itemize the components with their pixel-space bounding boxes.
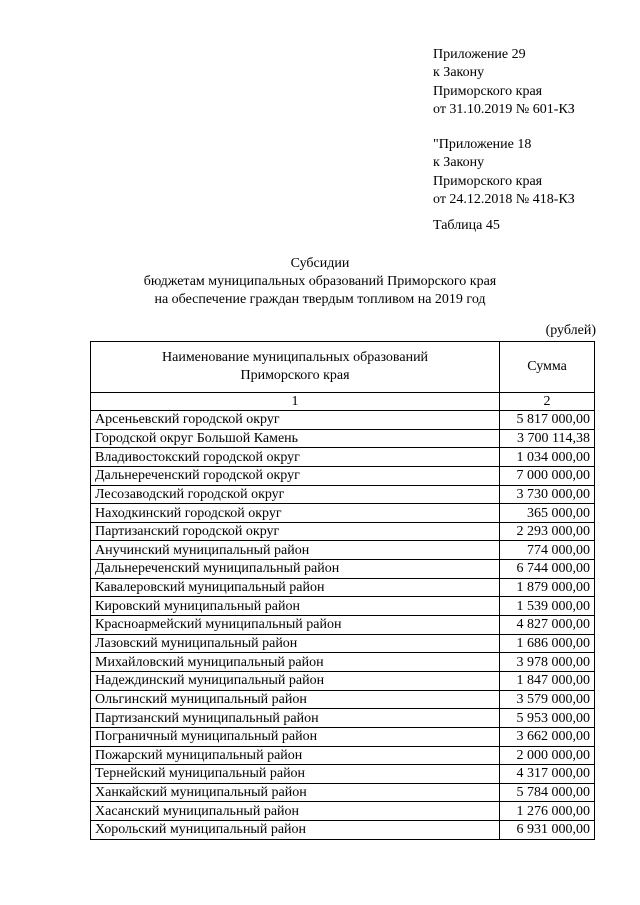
subsidy-amount: 6 931 000,00: [500, 821, 595, 840]
title-line-3: на обеспечение граждан твердым топливом на 2019 год: [154, 292, 486, 307]
table-body: [91, 411, 595, 840]
annex-current-line-4: от 31.10.2019 № 601-КЗ: [433, 102, 575, 118]
table-row: [91, 690, 595, 709]
table-row: [91, 597, 595, 616]
table-row: [91, 727, 595, 746]
subsidy-amount: 3 978 000,00: [500, 653, 595, 672]
table-row: [91, 541, 595, 560]
municipality-name: Анучинский муниципальный район: [91, 541, 500, 560]
subsidies-table: [90, 341, 595, 840]
annex-current-line-2: к Закону: [433, 65, 485, 81]
title-line-2: бюджетам муниципальных образований Приморского края: [143, 274, 497, 289]
title-line-1: Субсидии: [290, 256, 350, 271]
municipality-name: Находкинский городской округ: [91, 504, 500, 523]
units-label: (рублей): [545, 323, 596, 338]
header-amount-cell: Сумма: [500, 342, 595, 393]
table-row: [91, 765, 595, 784]
annex-previous-line-1: "Приложение 18: [433, 137, 532, 152]
municipality-name: Красноармейский муниципальный район: [91, 616, 500, 635]
subsidy-amount: 365 000,00: [500, 504, 595, 523]
subsidy-amount: 2 293 000,00: [500, 522, 595, 541]
subsidy-amount: 5 953 000,00: [500, 709, 595, 728]
subsidy-amount: 6 744 000,00: [500, 560, 595, 579]
table-row: [91, 821, 595, 840]
column-number-1: 1: [91, 393, 500, 411]
municipality-name: Лазовский муниципальный район: [91, 634, 500, 653]
subsidy-amount: 5 784 000,00: [500, 783, 595, 802]
table-number: Таблица 45: [433, 218, 500, 233]
annex-previous-reference: [433, 136, 575, 210]
annex-current-line-3: Приморского края: [433, 83, 543, 99]
municipality-name: Тернейский муниципальный район: [91, 765, 500, 784]
subsidy-amount: 5 817 000,00: [500, 411, 595, 430]
table-row: [91, 560, 595, 579]
subsidy-amount: 774 000,00: [500, 541, 595, 560]
table-row: [91, 429, 595, 448]
subsidy-amount: 1 847 000,00: [500, 671, 595, 690]
annex-current-line-1: Приложение 29: [433, 47, 526, 62]
subsidy-amount: 4 317 000,00: [500, 765, 595, 784]
annex-previous-line-2: к Закону: [433, 155, 485, 171]
annex-previous-line-3: Приморского края: [433, 173, 543, 189]
subsidy-amount: 1 879 000,00: [500, 578, 595, 597]
subsidy-amount: 1 276 000,00: [500, 802, 595, 821]
table-row: [91, 746, 595, 765]
table-row: [91, 709, 595, 728]
table-row: [91, 634, 595, 653]
municipality-name: Хорольский муниципальный район: [91, 821, 500, 840]
municipality-name: Хасанский муниципальный район: [91, 802, 500, 821]
municipality-name: Пограничный муниципальный район: [91, 727, 500, 746]
municipality-name: Кировский муниципальный район: [91, 597, 500, 616]
table-row: [91, 485, 595, 504]
subsidy-amount: 4 827 000,00: [500, 616, 595, 635]
subsidy-amount: 1 686 000,00: [500, 634, 595, 653]
table-row: [91, 653, 595, 672]
table-row: [91, 411, 595, 430]
municipality-name: Надеждинский муниципальный район: [91, 671, 500, 690]
subsidy-amount: 3 579 000,00: [500, 690, 595, 709]
municipality-name: Кавалеровский муниципальный район: [91, 578, 500, 597]
document-title: [0, 255, 640, 309]
subsidy-amount: 1 034 000,00: [500, 448, 595, 467]
header-name-cell: [91, 342, 500, 393]
table-row: [91, 616, 595, 635]
municipality-name: Владивостокский городской округ: [91, 448, 500, 467]
municipality-name: Городской округ Большой Камень: [91, 429, 500, 448]
column-number-2: 2: [500, 393, 595, 411]
table-row: [91, 783, 595, 802]
table-row: [91, 522, 595, 541]
subsidy-amount: 3 662 000,00: [500, 727, 595, 746]
municipality-name: Партизанский городской округ: [91, 522, 500, 541]
annex-current-reference: [433, 46, 575, 120]
table-row: [91, 466, 595, 485]
table-row: [91, 578, 595, 597]
header-name-line-2: Приморского края: [240, 368, 350, 383]
subsidy-amount: 1 539 000,00: [500, 597, 595, 616]
subsidy-amount: 3 730 000,00: [500, 485, 595, 504]
table-row: [91, 448, 595, 467]
municipality-name: Ольгинский муниципальный район: [91, 690, 500, 709]
column-number-row: [91, 393, 595, 411]
annex-previous-line-4: от 24.12.2018 № 418-КЗ: [433, 192, 575, 208]
subsidy-amount: 3 700 114,38: [500, 429, 595, 448]
table-header-row: [91, 342, 595, 393]
header-name-line-1: Наименование муниципальных образований: [162, 350, 429, 365]
municipality-name: Михайловский муниципальный район: [91, 653, 500, 672]
municipality-name: Дальнереченский муниципальный район: [91, 560, 500, 579]
municipality-name: Партизанский муниципальный район: [91, 709, 500, 728]
table-row: [91, 504, 595, 523]
subsidy-amount: 7 000 000,00: [500, 466, 595, 485]
subsidy-amount: 2 000 000,00: [500, 746, 595, 765]
municipality-name: Дальнереченский городской округ: [91, 466, 500, 485]
table-row: [91, 802, 595, 821]
municipality-name: Арсеньевский городской округ: [91, 411, 500, 430]
municipality-name: Пожарский муниципальный район: [91, 746, 500, 765]
municipality-name: Ханкайский муниципальный район: [91, 783, 500, 802]
municipality-name: Лесозаводский городской округ: [91, 485, 500, 504]
table-row: [91, 671, 595, 690]
